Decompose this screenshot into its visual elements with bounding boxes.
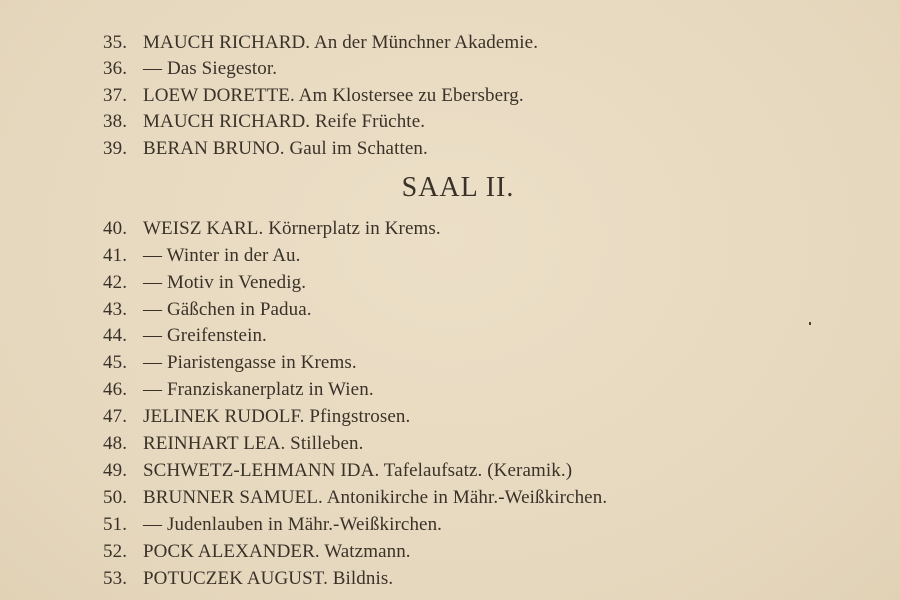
entry-number: 41. <box>103 245 128 266</box>
entry-text: — Greifenstein. <box>143 325 267 346</box>
catalog-entry <box>103 217 441 241</box>
entry-number: 39. <box>103 138 128 159</box>
entry-number: 44. <box>103 325 128 346</box>
entry-text: SCHWETZ-LEHMANN IDA. Tafelaufsatz. (Keramik.) <box>143 460 573 481</box>
entry-number: 42. <box>103 272 128 293</box>
catalog-entry <box>103 405 410 429</box>
entry-number: 36. <box>103 58 128 79</box>
catalog-entry <box>103 84 524 108</box>
entry-text: — Piaristengasse in Krems. <box>143 352 357 373</box>
catalog-entry <box>103 324 267 348</box>
entry-text: — Judenlauben in Mähr.-Weißkirchen. <box>143 514 443 535</box>
entry-number: 47. <box>103 406 128 427</box>
catalog-entry <box>103 31 538 55</box>
entry-number: 51. <box>103 514 128 535</box>
entry-number: 38. <box>103 111 128 132</box>
entry-number: 37. <box>103 85 128 106</box>
entry-text: BERAN BRUNO. Gaul im Schatten. <box>143 138 428 159</box>
entry-text: WEISZ KARL. Körnerplatz in Krems. <box>143 218 441 239</box>
entry-text: POTUCZEK AUGUST. Bildnis. <box>143 568 394 589</box>
entry-number: 49. <box>103 460 128 481</box>
paper-speck <box>809 322 811 325</box>
entry-text: REINHART LEA. Stilleben. <box>143 433 364 454</box>
catalog-entry <box>103 486 607 510</box>
entry-text: — Franziskanerplatz in Wien. <box>143 379 374 400</box>
catalog-entry <box>103 567 393 591</box>
catalog-entry <box>103 378 374 402</box>
entry-text: BRUNNER SAMUEL. Antonikirche in Mähr.-Weißkirchen. <box>143 487 608 508</box>
entry-number: 46. <box>103 379 128 400</box>
catalog-entry <box>103 298 312 322</box>
entry-number: 40. <box>103 218 128 239</box>
catalog-entry <box>103 57 277 81</box>
entry-text: POCK ALEXANDER. Watzmann. <box>143 541 411 562</box>
section-heading: SAAL II. <box>401 172 515 203</box>
entry-text: MAUCH RICHARD. An der Münchner Akademie. <box>143 32 539 53</box>
catalog-entry <box>103 244 301 268</box>
entry-number: 53. <box>103 568 128 589</box>
entry-number: 43. <box>103 299 128 320</box>
catalog-entry <box>103 540 411 564</box>
entry-number: 45. <box>103 352 128 373</box>
entry-text: — Gäßchen in Padua. <box>143 299 312 320</box>
entry-text: — Motiv in Venedig. <box>143 272 307 293</box>
entry-text: MAUCH RICHARD. Reife Früchte. <box>143 111 426 132</box>
entry-text: — Das Siegestor. <box>143 58 278 79</box>
entry-number: 35. <box>103 32 128 53</box>
entry-text: — Winter in der Au. <box>143 245 301 266</box>
catalog-entry <box>103 110 425 134</box>
entry-number: 50. <box>103 487 128 508</box>
entry-number: 52. <box>103 541 128 562</box>
catalog-entry <box>103 432 363 456</box>
catalog-entry <box>103 271 306 295</box>
catalog-entry <box>103 459 572 483</box>
entry-number: 48. <box>103 433 128 454</box>
entry-text: JELINEK RUDOLF. Pfingstrosen. <box>143 406 411 427</box>
entry-text: LOEW DORETTE. Am Klostersee zu Ebersberg. <box>143 85 524 106</box>
catalog-entry <box>103 513 442 537</box>
catalog-entry <box>103 137 428 161</box>
catalog-entry <box>103 351 357 375</box>
